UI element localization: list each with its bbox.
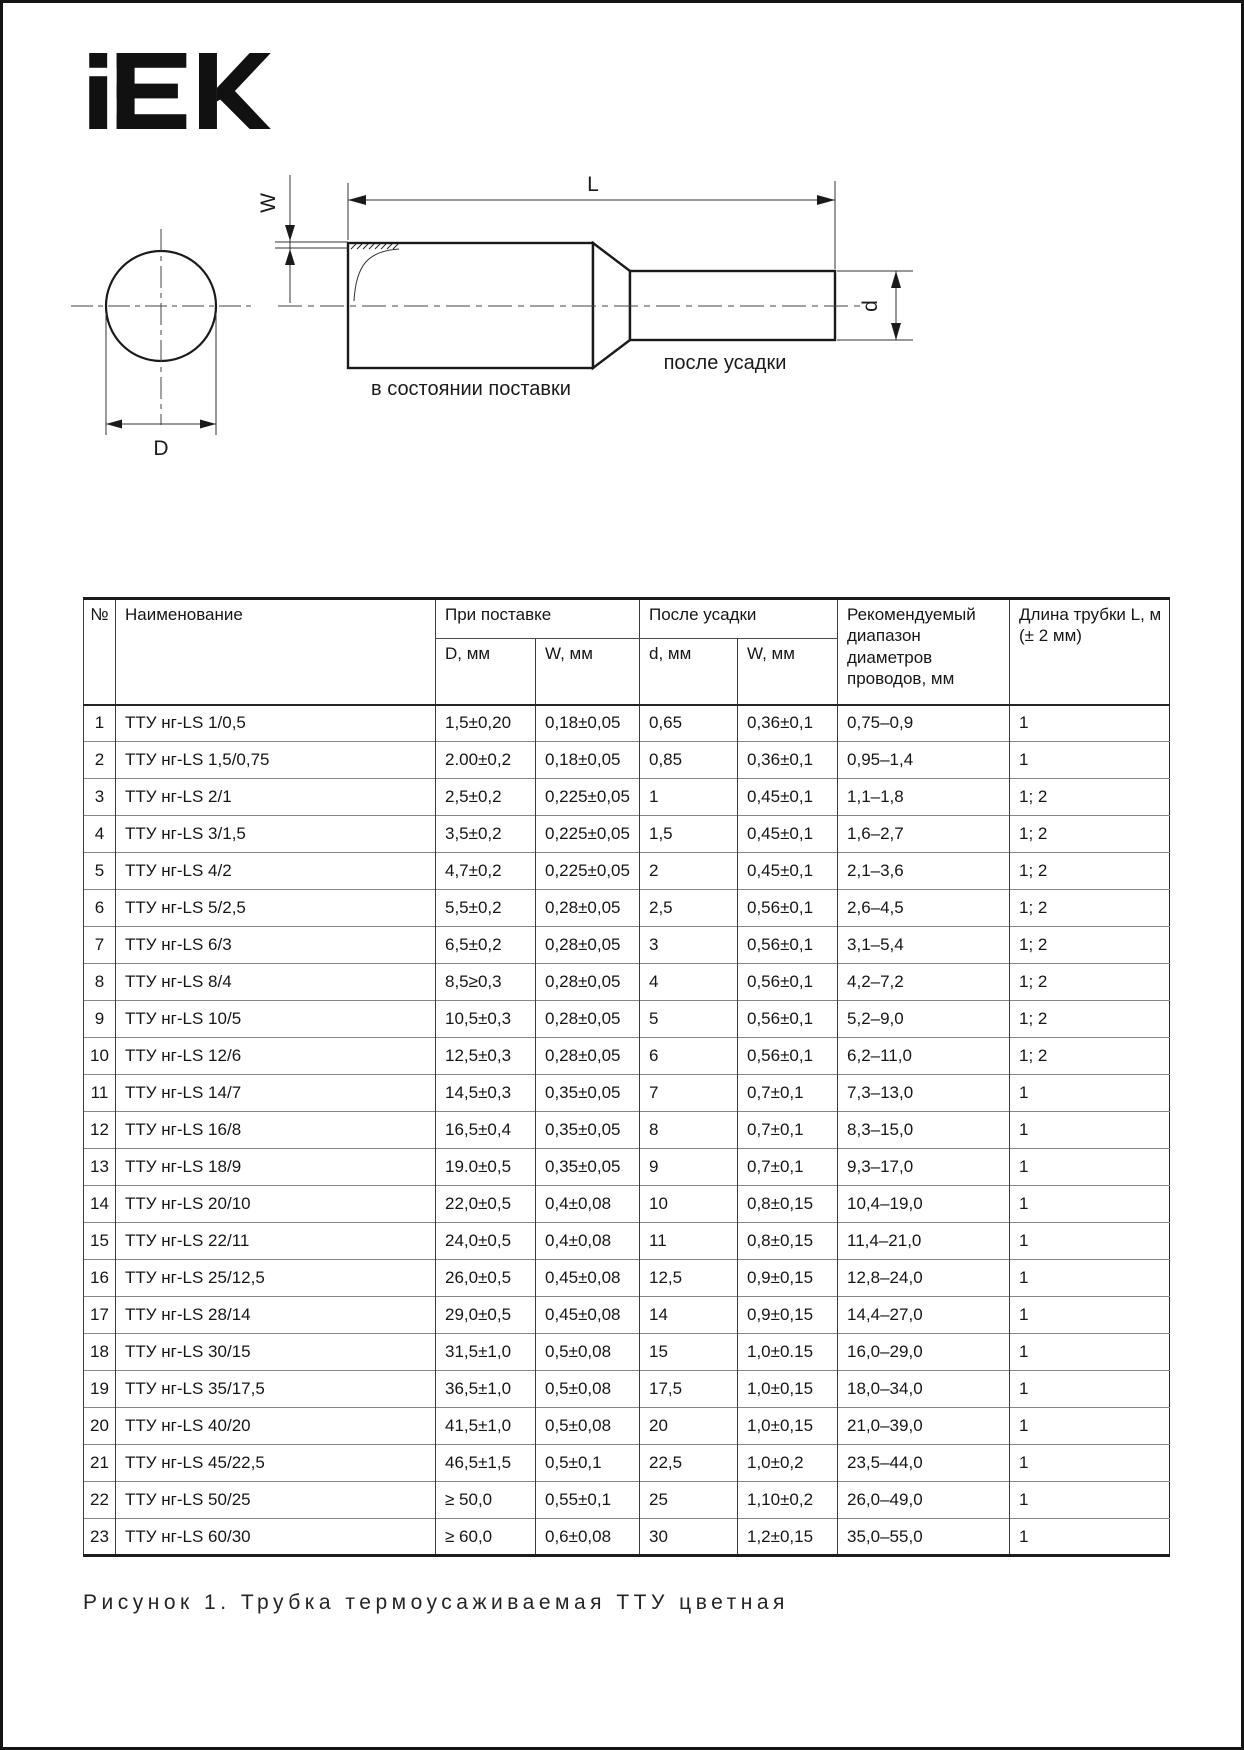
delivery-diameter: 2,5±0,2 — [436, 779, 536, 816]
table-row — [84, 779, 1170, 816]
shrunk-wall: 0,45±0,1 — [738, 816, 838, 853]
table-row — [84, 1482, 1170, 1519]
wire-diameter-range: 21,0–39,0 — [838, 1408, 1010, 1445]
wire-diameter-range: 11,4–21,0 — [838, 1223, 1010, 1260]
product-name: ТТУ нг-LS 5/2,5 — [116, 890, 436, 927]
tube-length: 1 — [1010, 1112, 1170, 1149]
tube-length: 1; 2 — [1010, 927, 1170, 964]
row-number: 1 — [84, 705, 116, 742]
header-row-groups — [84, 599, 1170, 639]
table-row — [84, 1038, 1170, 1075]
tube-length: 1; 2 — [1010, 1038, 1170, 1075]
table-row — [84, 927, 1170, 964]
product-name: ТТУ нг-LS 20/10 — [116, 1186, 436, 1223]
tube-length: 1; 2 — [1010, 816, 1170, 853]
dim-label-L: L — [587, 173, 599, 196]
row-number: 22 — [84, 1482, 116, 1519]
table-row — [84, 1075, 1170, 1112]
delivery-diameter: 24,0±0,5 — [436, 1223, 536, 1260]
shrunk-wall: 1,10±0,2 — [738, 1482, 838, 1519]
shrunk-diameter: 11 — [640, 1223, 738, 1260]
col-header-name: Наименование — [116, 599, 436, 705]
table-row — [84, 1334, 1170, 1371]
shrunk-diameter: 0,85 — [640, 742, 738, 779]
delivery-diameter: 2.00±0,2 — [436, 742, 536, 779]
table-row — [84, 964, 1170, 1001]
delivery-diameter: 10,5±0,3 — [436, 1001, 536, 1038]
delivery-diameter: 16,5±0,4 — [436, 1112, 536, 1149]
delivery-diameter: 41,5±1,0 — [436, 1408, 536, 1445]
wire-diameter-range: 14,4–27,0 — [838, 1297, 1010, 1334]
product-name: ТТУ нг-LS 25/12,5 — [116, 1260, 436, 1297]
shrunk-wall: 0,8±0,15 — [738, 1186, 838, 1223]
delivery-diameter: 19.0±0,5 — [436, 1149, 536, 1186]
delivery-wall: 0,28±0,05 — [536, 927, 640, 964]
wire-diameter-range: 7,3–13,0 — [838, 1075, 1010, 1112]
table-row — [84, 1371, 1170, 1408]
shrunk-diameter: 30 — [640, 1519, 738, 1556]
delivery-wall: 0,45±0,08 — [536, 1297, 640, 1334]
wire-diameter-range: 2,6–4,5 — [838, 890, 1010, 927]
row-number: 20 — [84, 1408, 116, 1445]
row-number: 15 — [84, 1223, 116, 1260]
shrunk-wall: 0,56±0,1 — [738, 1001, 838, 1038]
product-name: ТТУ нг-LS 50/25 — [116, 1482, 436, 1519]
wire-diameter-range: 1,6–2,7 — [838, 816, 1010, 853]
wire-diameter-range: 5,2–9,0 — [838, 1001, 1010, 1038]
wire-diameter-range: 4,2–7,2 — [838, 964, 1010, 1001]
delivery-wall: 0,5±0,1 — [536, 1445, 640, 1482]
tube-length: 1 — [1010, 742, 1170, 779]
delivery-diameter: 6,5±0,2 — [436, 927, 536, 964]
delivery-diameter: ≥ 50,0 — [436, 1482, 536, 1519]
delivery-wall: 0,4±0,08 — [536, 1223, 640, 1260]
tube-length: 1 — [1010, 1149, 1170, 1186]
tube-length: 1 — [1010, 1186, 1170, 1223]
row-number: 10 — [84, 1038, 116, 1075]
dim-label-d: d — [859, 300, 882, 312]
shrunk-wall: 0,56±0,1 — [738, 927, 838, 964]
shrunk-wall: 1,0±0,15 — [738, 1408, 838, 1445]
delivery-wall: 0,5±0,08 — [536, 1408, 640, 1445]
row-number: 11 — [84, 1075, 116, 1112]
delivery-diameter: 14,5±0,3 — [436, 1075, 536, 1112]
wire-diameter-range: 26,0–49,0 — [838, 1482, 1010, 1519]
spec-table-body — [84, 705, 1170, 1556]
product-name: ТТУ нг-LS 40/20 — [116, 1408, 436, 1445]
delivery-wall: 0,225±0,05 — [536, 853, 640, 890]
shrunk-wall: 1,0±0.15 — [738, 1334, 838, 1371]
row-number: 23 — [84, 1519, 116, 1556]
wire-diameter-range: 3,1–5,4 — [838, 927, 1010, 964]
delivery-diameter: 5,5±0,2 — [436, 890, 536, 927]
wire-diameter-range: 0,95–1,4 — [838, 742, 1010, 779]
wire-diameter-range: 35,0–55,0 — [838, 1519, 1010, 1556]
wire-diameter-range: 9,3–17,0 — [838, 1149, 1010, 1186]
iek-logo-graphic — [89, 53, 271, 129]
shrunk-diameter: 2 — [640, 853, 738, 890]
delivery-wall: 0,6±0,08 — [536, 1519, 640, 1556]
row-number: 4 — [84, 816, 116, 853]
product-name: ТТУ нг-LS 22/11 — [116, 1223, 436, 1260]
tube-length: 1 — [1010, 1445, 1170, 1482]
delivery-diameter: 46,5±1,5 — [436, 1445, 536, 1482]
figure-caption: Рисунок 1. Трубка термоусаживаемая ТТУ цветная — [83, 1591, 789, 1614]
delivery-wall: 0,18±0,05 — [536, 742, 640, 779]
product-name: ТТУ нг-LS 3/1,5 — [116, 816, 436, 853]
row-number: 16 — [84, 1260, 116, 1297]
row-number: 12 — [84, 1112, 116, 1149]
shrunk-diameter: 5 — [640, 1001, 738, 1038]
delivery-wall: 0,28±0,05 — [536, 1001, 640, 1038]
shrunk-wall: 0,56±0,1 — [738, 1038, 838, 1075]
col-header-d-mm: d, мм — [640, 639, 738, 705]
label-delivery-state: в состоянии поставки — [371, 378, 571, 400]
row-number: 13 — [84, 1149, 116, 1186]
product-name: ТТУ нг-LS 10/5 — [116, 1001, 436, 1038]
tube-length: 1 — [1010, 1519, 1170, 1556]
row-number: 2 — [84, 742, 116, 779]
table-row — [84, 1186, 1170, 1223]
row-number: 17 — [84, 1297, 116, 1334]
tube-diagram — [63, 143, 963, 483]
col-header-tube-length: Длина трубки L, м (± 2 мм) — [1010, 599, 1170, 705]
tube-length: 1; 2 — [1010, 779, 1170, 816]
product-name: ТТУ нг-LS 35/17,5 — [116, 1371, 436, 1408]
shrunk-wall: 0,45±0,1 — [738, 779, 838, 816]
delivery-wall: 0,18±0,05 — [536, 705, 640, 742]
shrunk-wall: 0,7±0,1 — [738, 1112, 838, 1149]
wire-diameter-range: 16,0–29,0 — [838, 1334, 1010, 1371]
wire-diameter-range: 8,3–15,0 — [838, 1112, 1010, 1149]
tube-length: 1; 2 — [1010, 964, 1170, 1001]
shrunk-wall: 0,7±0,1 — [738, 1149, 838, 1186]
delivery-wall: 0,28±0,05 — [536, 964, 640, 1001]
wire-diameter-range: 6,2–11,0 — [838, 1038, 1010, 1075]
table-row — [84, 1519, 1170, 1556]
row-number: 5 — [84, 853, 116, 890]
row-number: 6 — [84, 890, 116, 927]
delivery-diameter: 29,0±0,5 — [436, 1297, 536, 1334]
table-row — [84, 890, 1170, 927]
product-name: ТТУ нг-LS 30/15 — [116, 1334, 436, 1371]
delivery-diameter: ≥ 60,0 — [436, 1519, 536, 1556]
table-row — [84, 853, 1170, 890]
row-number: 3 — [84, 779, 116, 816]
shrunk-diameter: 6 — [640, 1038, 738, 1075]
table-row — [84, 1149, 1170, 1186]
delivery-wall: 0,5±0,08 — [536, 1371, 640, 1408]
table-row — [84, 705, 1170, 742]
delivery-diameter: 26,0±0,5 — [436, 1260, 536, 1297]
col-header-W-mm-delivery: W, мм — [536, 639, 640, 705]
row-number: 14 — [84, 1186, 116, 1223]
col-group-delivery: При поставке — [436, 599, 640, 639]
shrunk-diameter: 3 — [640, 927, 738, 964]
delivery-wall: 0,4±0,08 — [536, 1186, 640, 1223]
shrunk-wall: 1,0±0,15 — [738, 1371, 838, 1408]
col-header-D-mm: D, мм — [436, 639, 536, 705]
delivery-wall: 0,35±0,05 — [536, 1075, 640, 1112]
iek-logo — [89, 53, 271, 134]
shrunk-diameter: 15 — [640, 1334, 738, 1371]
shrunk-diameter: 4 — [640, 964, 738, 1001]
shrunk-diameter: 7 — [640, 1075, 738, 1112]
shrunk-wall: 0,7±0,1 — [738, 1075, 838, 1112]
product-name: ТТУ нг-LS 14/7 — [116, 1075, 436, 1112]
tube-length: 1 — [1010, 1297, 1170, 1334]
shrunk-diameter: 1,5 — [640, 816, 738, 853]
spec-table — [83, 597, 1170, 1557]
table-row — [84, 1112, 1170, 1149]
table-row — [84, 742, 1170, 779]
delivery-wall: 0,35±0,05 — [536, 1149, 640, 1186]
shrunk-diameter: 20 — [640, 1408, 738, 1445]
delivery-wall: 0,28±0,05 — [536, 890, 640, 927]
tube-length: 1; 2 — [1010, 853, 1170, 890]
tube-length: 1 — [1010, 1371, 1170, 1408]
table-row — [84, 1223, 1170, 1260]
tube-length: 1 — [1010, 1408, 1170, 1445]
col-header-wire-range: Рекомендуемый диапазон диаметров проводов, мм — [838, 599, 1010, 705]
shrunk-diameter: 14 — [640, 1297, 738, 1334]
delivery-wall: 0,225±0,05 — [536, 816, 640, 853]
col-header-W-mm-after: W, мм — [738, 639, 838, 705]
delivery-diameter: 31,5±1,0 — [436, 1334, 536, 1371]
dim-label-D: D — [153, 437, 169, 460]
row-number: 21 — [84, 1445, 116, 1482]
product-name: ТТУ нг-LS 6/3 — [116, 927, 436, 964]
delivery-wall: 0,5±0,08 — [536, 1334, 640, 1371]
spec-table-wrap — [83, 597, 1169, 1557]
wire-diameter-range: 1,1–1,8 — [838, 779, 1010, 816]
delivery-diameter: 3,5±0,2 — [436, 816, 536, 853]
tube-length: 1 — [1010, 1482, 1170, 1519]
delivery-wall: 0,55±0,1 — [536, 1482, 640, 1519]
shrunk-diameter: 1 — [640, 779, 738, 816]
product-name: ТТУ нг-LS 12/6 — [116, 1038, 436, 1075]
shrunk-diameter: 2,5 — [640, 890, 738, 927]
shrunk-wall: 0,56±0,1 — [738, 964, 838, 1001]
delivery-diameter: 22,0±0,5 — [436, 1186, 536, 1223]
delivery-wall: 0,35±0,05 — [536, 1112, 640, 1149]
product-name: ТТУ нг-LS 45/22,5 — [116, 1445, 436, 1482]
shrunk-wall: 0,8±0,15 — [738, 1223, 838, 1260]
tube-length: 1 — [1010, 705, 1170, 742]
tube-length: 1; 2 — [1010, 1001, 1170, 1038]
row-number: 18 — [84, 1334, 116, 1371]
table-row — [84, 816, 1170, 853]
wire-diameter-range: 10,4–19,0 — [838, 1186, 1010, 1223]
row-number: 19 — [84, 1371, 116, 1408]
col-header-number: № — [84, 599, 116, 705]
table-row — [84, 1001, 1170, 1038]
delivery-wall: 0,28±0,05 — [536, 1038, 640, 1075]
dim-label-W: W — [257, 193, 280, 213]
tube-length: 1 — [1010, 1260, 1170, 1297]
shrunk-diameter: 22,5 — [640, 1445, 738, 1482]
row-number: 7 — [84, 927, 116, 964]
technical-drawing — [63, 143, 963, 488]
product-name: ТТУ нг-LS 8/4 — [116, 964, 436, 1001]
col-group-after-shrink: После усадки — [640, 599, 838, 639]
shrunk-diameter: 8 — [640, 1112, 738, 1149]
wire-diameter-range: 2,1–3,6 — [838, 853, 1010, 890]
shrunk-wall: 0,45±0,1 — [738, 853, 838, 890]
table-row — [84, 1260, 1170, 1297]
table-row — [84, 1445, 1170, 1482]
tube-length: 1 — [1010, 1075, 1170, 1112]
shrunk-diameter: 12,5 — [640, 1260, 738, 1297]
wire-diameter-range: 23,5–44,0 — [838, 1445, 1010, 1482]
product-name: ТТУ нг-LS 1,5/0,75 — [116, 742, 436, 779]
product-name: ТТУ нг-LS 28/14 — [116, 1297, 436, 1334]
wire-diameter-range: 12,8–24,0 — [838, 1260, 1010, 1297]
shrunk-wall: 1,0±0,2 — [738, 1445, 838, 1482]
wire-diameter-range: 18,0–34,0 — [838, 1371, 1010, 1408]
shrunk-wall: 0,36±0,1 — [738, 705, 838, 742]
shrunk-wall: 1,2±0,15 — [738, 1519, 838, 1556]
delivery-diameter: 1,5±0,20 — [436, 705, 536, 742]
delivery-wall: 0,45±0,08 — [536, 1260, 640, 1297]
table-row — [84, 1297, 1170, 1334]
table-row — [84, 1408, 1170, 1445]
row-number: 9 — [84, 1001, 116, 1038]
product-name: ТТУ нг-LS 16/8 — [116, 1112, 436, 1149]
shrunk-wall: 0,36±0,1 — [738, 742, 838, 779]
row-number: 8 — [84, 964, 116, 1001]
delivery-diameter: 36,5±1,0 — [436, 1371, 536, 1408]
shrunk-diameter: 10 — [640, 1186, 738, 1223]
shrunk-wall: 0,9±0,15 — [738, 1260, 838, 1297]
shrunk-wall: 0,56±0,1 — [738, 890, 838, 927]
delivery-wall: 0,225±0,05 — [536, 779, 640, 816]
product-name: ТТУ нг-LS 18/9 — [116, 1149, 436, 1186]
tube-length: 1; 2 — [1010, 890, 1170, 927]
delivery-diameter: 12,5±0,3 — [436, 1038, 536, 1075]
product-name: ТТУ нг-LS 1/0,5 — [116, 705, 436, 742]
product-name: ТТУ нг-LS 2/1 — [116, 779, 436, 816]
delivery-diameter: 4,7±0,2 — [436, 853, 536, 890]
wire-diameter-range: 0,75–0,9 — [838, 705, 1010, 742]
shrunk-diameter: 9 — [640, 1149, 738, 1186]
delivery-diameter: 8,5≥0,3 — [436, 964, 536, 1001]
shrunk-diameter: 17,5 — [640, 1371, 738, 1408]
product-name: ТТУ нг-LS 60/30 — [116, 1519, 436, 1556]
shrunk-diameter: 25 — [640, 1482, 738, 1519]
product-name: ТТУ нг-LS 4/2 — [116, 853, 436, 890]
tube-length: 1 — [1010, 1334, 1170, 1371]
label-after-shrink: после усадки — [663, 352, 787, 374]
shrunk-diameter: 0,65 — [640, 705, 738, 742]
shrunk-wall: 0,9±0,15 — [738, 1297, 838, 1334]
tube-length: 1 — [1010, 1223, 1170, 1260]
